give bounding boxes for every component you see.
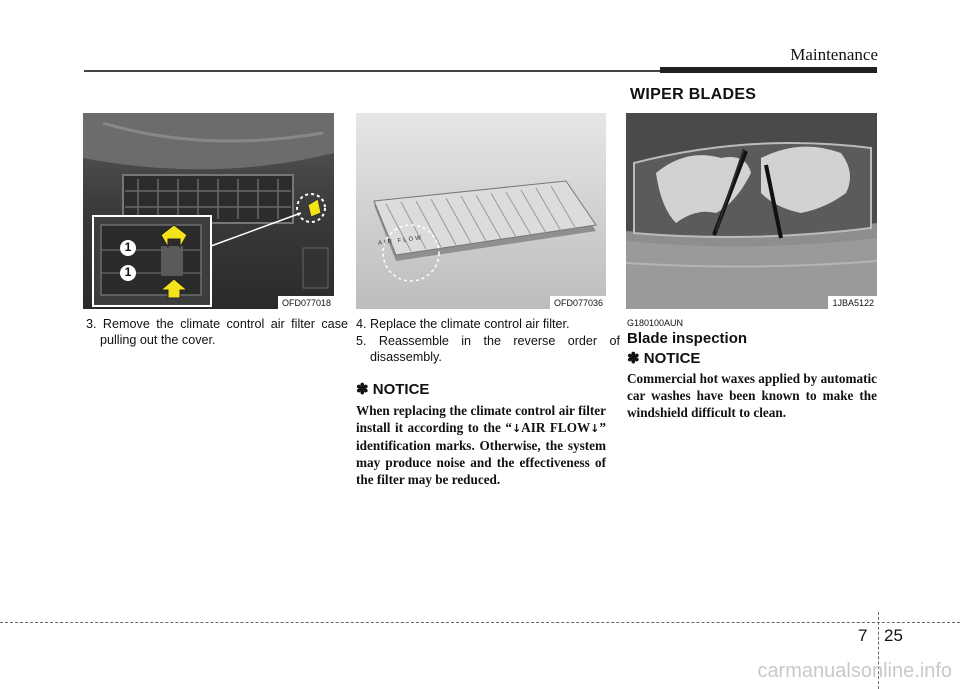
photo-caption-left: OFD077018	[278, 296, 334, 309]
step-4: 4. Replace the climate control air filter.	[356, 317, 570, 331]
wiper-photo	[626, 113, 877, 309]
photo-caption-right: 1JBA5122	[828, 296, 877, 309]
photo-caption-middle: OFD077036	[550, 296, 606, 309]
step-5: 5. Reassemble in the reverse order of disassembly.	[356, 334, 620, 364]
filter-housing-photo	[83, 113, 334, 309]
air-flow-label: AIR FLOW	[377, 235, 424, 247]
windshield-illustration	[626, 113, 877, 309]
notice-text-middle	[356, 402, 606, 488]
blade-inspection-heading: Blade inspection	[627, 330, 748, 347]
notice-text-middle-1: When replacing the climate control air filter install it according to the “	[356, 403, 606, 435]
footer-rule	[0, 622, 960, 623]
watermark: carmanualsonline.info	[757, 660, 952, 682]
notice-heading-middle	[356, 380, 429, 398]
notice-title-right: NOTICE	[643, 350, 701, 367]
chapter-number: 7	[858, 626, 868, 645]
notice-symbol-right: ✽	[627, 350, 640, 367]
down-arrow-icon: ↓	[511, 422, 522, 435]
filter-housing-illustration	[83, 113, 334, 309]
section-code: G180100AUN	[627, 318, 684, 328]
header-bar	[660, 67, 877, 73]
notice-heading-right	[627, 349, 700, 367]
page-number: 25	[884, 626, 903, 645]
down-arrow-icon-2: ↓	[590, 422, 600, 435]
notice-text-middle-3: ” identification marks. Otherwise, the system may produce noise and the effectiveness of the filter may be reduced.	[356, 420, 606, 487]
notice-text-middle-2: AIR FLOW	[521, 420, 591, 435]
notice-title-middle: NOTICE	[372, 381, 430, 398]
notice-symbol-middle: ✽	[356, 381, 369, 398]
step-3: 3. Remove the climate control air filter case pulling out the cover.	[86, 317, 348, 347]
header-rule	[84, 70, 660, 72]
callout-1-top: 1	[124, 240, 132, 254]
section-title: WIPER BLADES	[630, 86, 757, 103]
notice-text-right: Commercial hot waxes applied by automatic car washes have been known to make the windshield difficult to clean.	[627, 371, 877, 420]
header-title: Maintenance	[790, 45, 878, 64]
air-filter-photo	[356, 113, 606, 309]
callout-1-bottom: 1	[124, 265, 132, 279]
air-filter-illustration	[356, 113, 606, 309]
